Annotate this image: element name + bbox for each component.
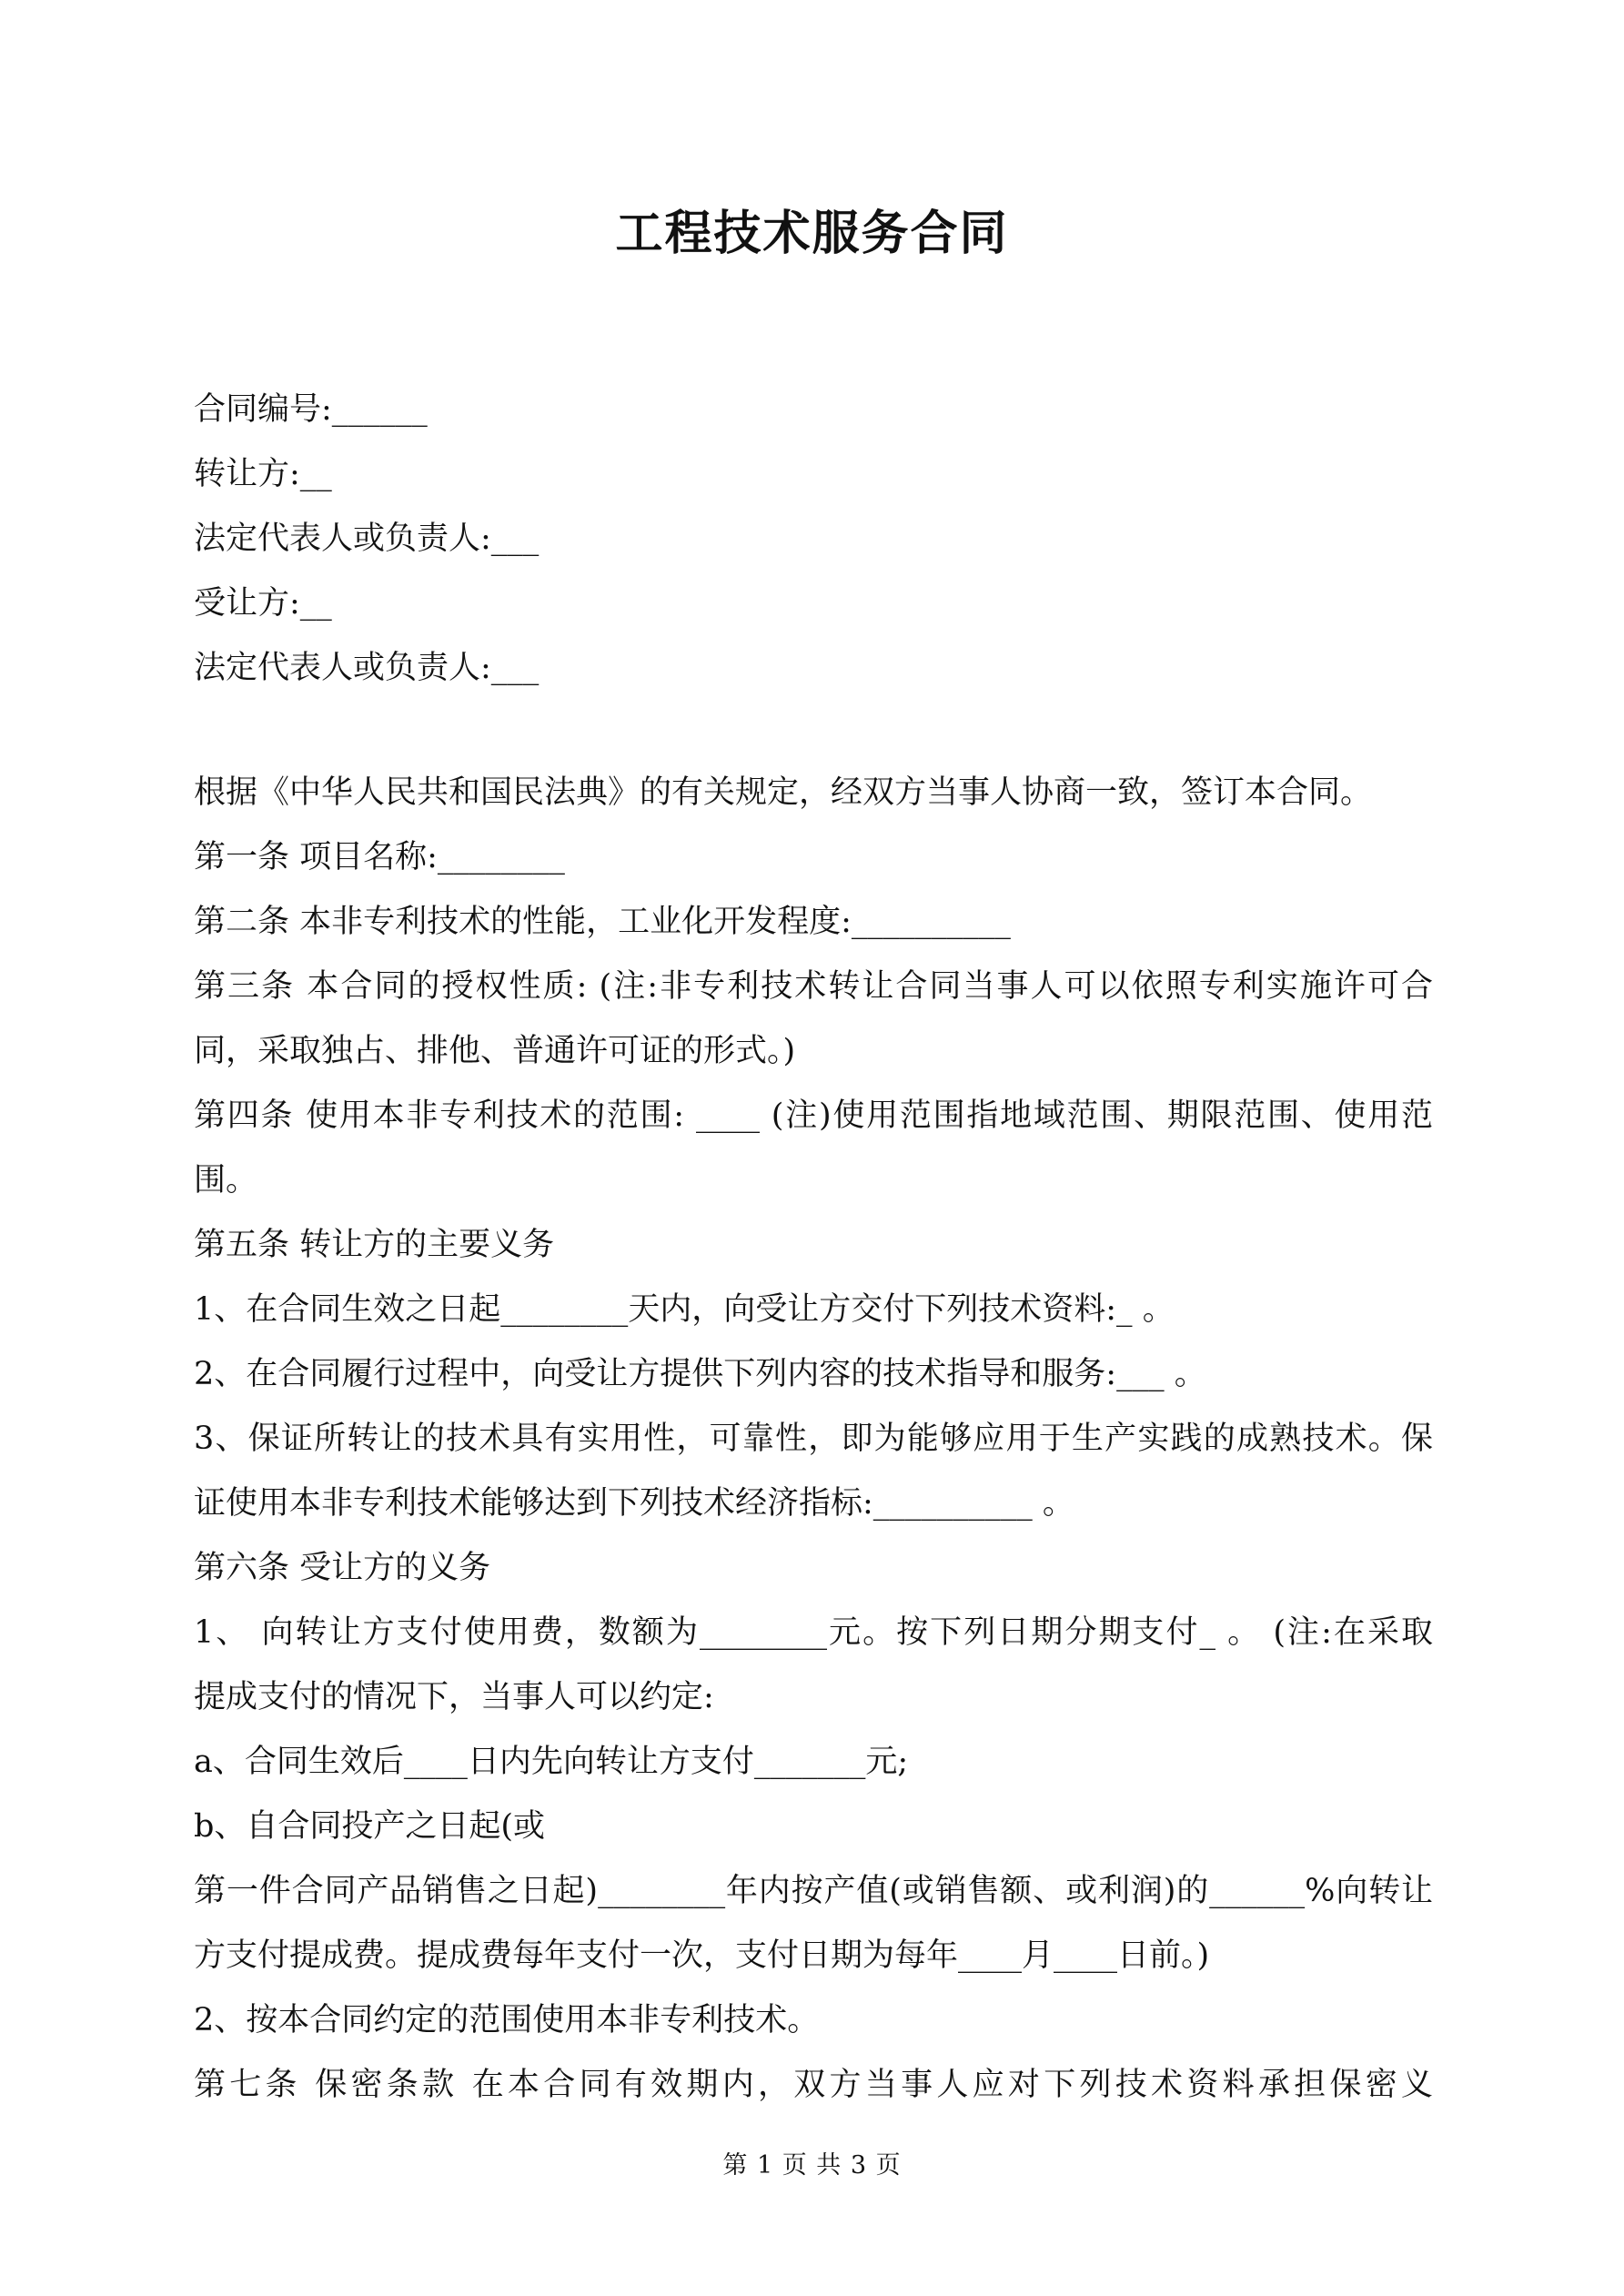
body-line-21: 第七条 保密条款 在本合同有效期内，双方当事人应对下列技术资料承担保密义	[194, 2067, 1433, 2103]
body-line-10: 2、在合同履行过程中，向受让方提供下列内容的技术指导和服务:___ 。	[194, 1356, 1206, 1392]
body-line-2: 第一条 项目名称:________	[194, 839, 565, 875]
body-line-4: 第三条 本合同的授权性质: (注:非专利技术转让合同当事人可以依照专利实施许可合	[194, 968, 1433, 1005]
body-line-6: 第四条 使用本非专利技术的范围: ____ (注)使用范围指地域范围、期限范围、使用范	[194, 1097, 1433, 1134]
body-line-8: 第五条 转让方的主要义务	[194, 1227, 555, 1263]
body-line-3: 第二条 本非专利技术的性能，工业化开发程度:__________	[194, 904, 1011, 940]
contract-number-line: 合同编号:______	[194, 391, 428, 428]
document-title: 工程技术服务合同	[615, 207, 1009, 261]
body-line-5: 同，采取独占、排他、普通许可证的形式。)	[194, 1033, 796, 1069]
body-line-16: a、合同生效后____日内先向转让方支付_______元;	[194, 1744, 909, 1780]
body-line-18: 第一件合同产品销售之日起)________年内按产值(或销售额、或利润)的______%向转让	[194, 1873, 1433, 1909]
contract-header-fields	[194, 378, 1431, 701]
transferee-representative-line: 法定代表人或负责人:___	[194, 650, 540, 686]
transferee-line: 受让方:__	[194, 585, 332, 622]
body-line-15: 提成支付的情况下，当事人可以约定:	[194, 1679, 714, 1715]
body-line-11: 3、保证所转让的技术具有实用性，可靠性，即为能够应用于生产实践的成熟技术。保	[194, 1421, 1433, 1457]
body-line-1: 根据《中华人民共和国民法典》的有关规定，经双方当事人协商一致，签订本合同。	[194, 774, 1373, 811]
transferor-line: 转让方:__	[194, 456, 332, 492]
contract-body	[194, 761, 1433, 2118]
page-footer: 第 1 页 共 3 页	[722, 2151, 902, 2180]
body-line-13: 第六条 受让方的义务	[194, 1550, 491, 1586]
transferor-representative-line: 法定代表人或负责人:___	[194, 521, 540, 557]
body-line-9: 1、在合同生效之日起________天内，向受让方交付下列技术资料:_ 。	[194, 1291, 1175, 1328]
body-line-14: 1、 向转让方支付使用费，数额为________元。按下列日期分期支付_ 。 (注:在采取	[194, 1614, 1433, 1651]
body-line-12: 证使用本非专利技术能够达到下列技术经济指标:__________ 。	[194, 1485, 1074, 1522]
body-line-7: 围。	[194, 1162, 258, 1199]
body-line-19: 方支付提成费。提成费每年支付一次，支付日期为每年____月____日前。)	[194, 1937, 1210, 1974]
body-line-17: b、自合同投产之日起(或	[194, 1808, 546, 1845]
body-line-20: 2、按本合同约定的范围使用本非专利技术。	[194, 2002, 820, 2038]
